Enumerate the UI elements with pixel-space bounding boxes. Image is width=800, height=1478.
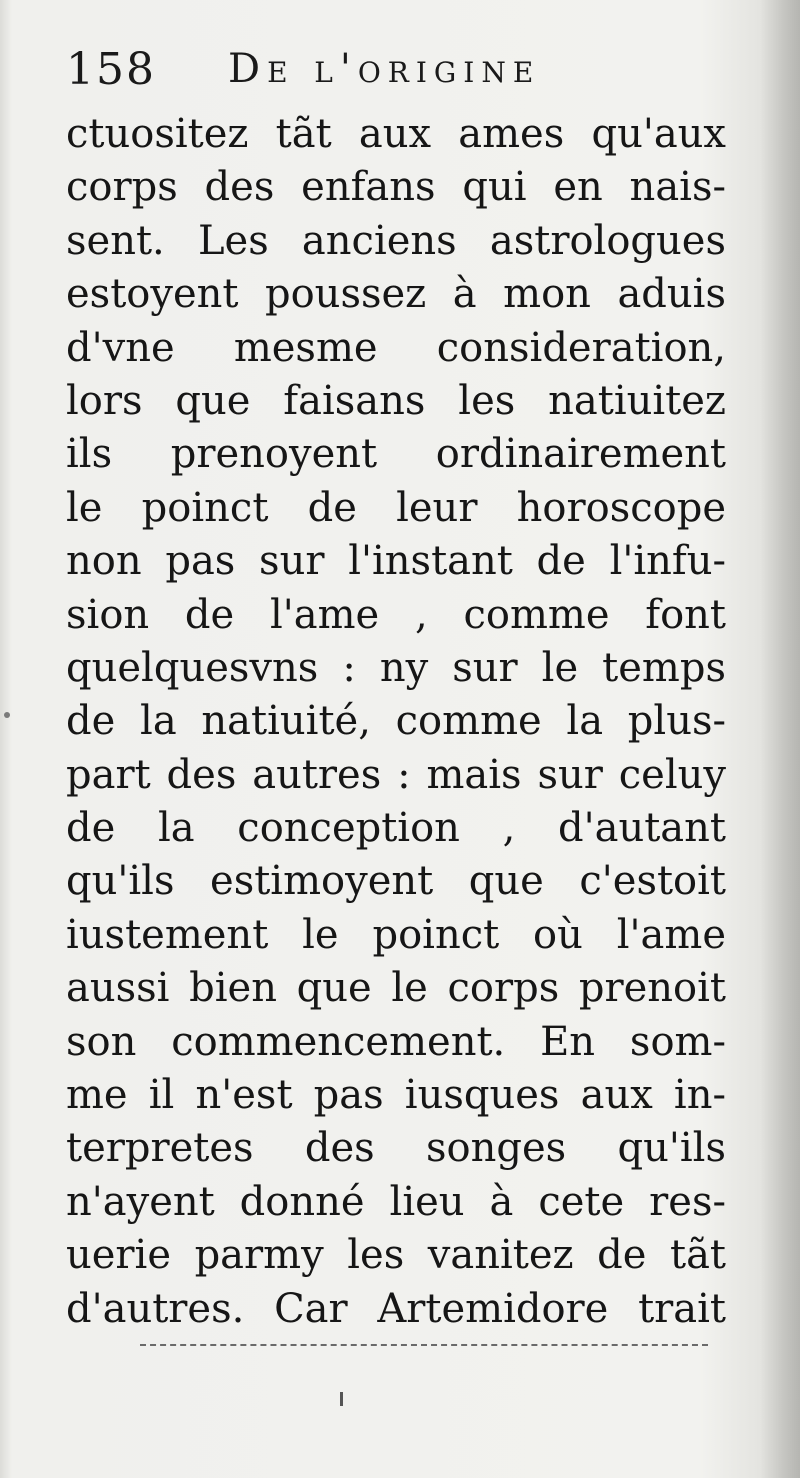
page-edge-shadow: [760, 0, 800, 1478]
text-line: lors que faisans les natiuitez: [66, 377, 726, 424]
text-line: n'ayent donné lieu à cete res-: [66, 1178, 726, 1225]
text-line: aussi bien que le corps prenoit: [66, 965, 726, 1012]
margin-mark: [4, 712, 10, 718]
text-line: quelquesvns : ny sur le temps: [66, 644, 726, 691]
running-title: De l'origine: [228, 46, 541, 92]
running-head: [66, 44, 666, 104]
margin-mark: [340, 1392, 343, 1406]
text-line: uerie parmy les vanitez de tãt: [66, 1232, 726, 1279]
text-line: estoyent poussez à mon aduis: [66, 271, 726, 318]
text-line: part des autres : mais sur celuy: [66, 751, 726, 798]
body-text: [66, 108, 726, 1336]
page-number: 158: [66, 44, 156, 95]
text-line: de la conception , d'autant: [66, 805, 726, 852]
text-line: le poinct de leur horoscope: [66, 484, 726, 531]
text-line: iustement le poinct où l'ame: [66, 911, 726, 958]
bottom-rule: [140, 1344, 708, 1346]
text-line: sent. Les anciens astrologues: [66, 217, 726, 264]
text-line: sion de l'ame , comme font: [66, 591, 726, 638]
text-line: qu'ils estimoyent que c'estoit: [66, 858, 726, 905]
text-line: ctuositez tãt aux ames qu'aux: [66, 111, 726, 157]
text-line: corps des enfans qui en nais-: [66, 164, 726, 211]
text-line: me il n'est pas iusques aux in-: [66, 1072, 726, 1119]
text-line: d'vne mesme consideration,: [66, 324, 726, 371]
text-line: ils prenoyent ordinairement: [66, 431, 726, 478]
text-line: non pas sur l'instant de l'infu-: [66, 538, 726, 585]
text-line: d'autres. Car Artemidore trait: [66, 1285, 726, 1332]
text-line: son commencement. En som-: [66, 1018, 726, 1065]
text-line: terpretes des songes qu'ils: [66, 1125, 726, 1172]
text-line: de la natiuité, comme la plus-: [66, 698, 726, 745]
